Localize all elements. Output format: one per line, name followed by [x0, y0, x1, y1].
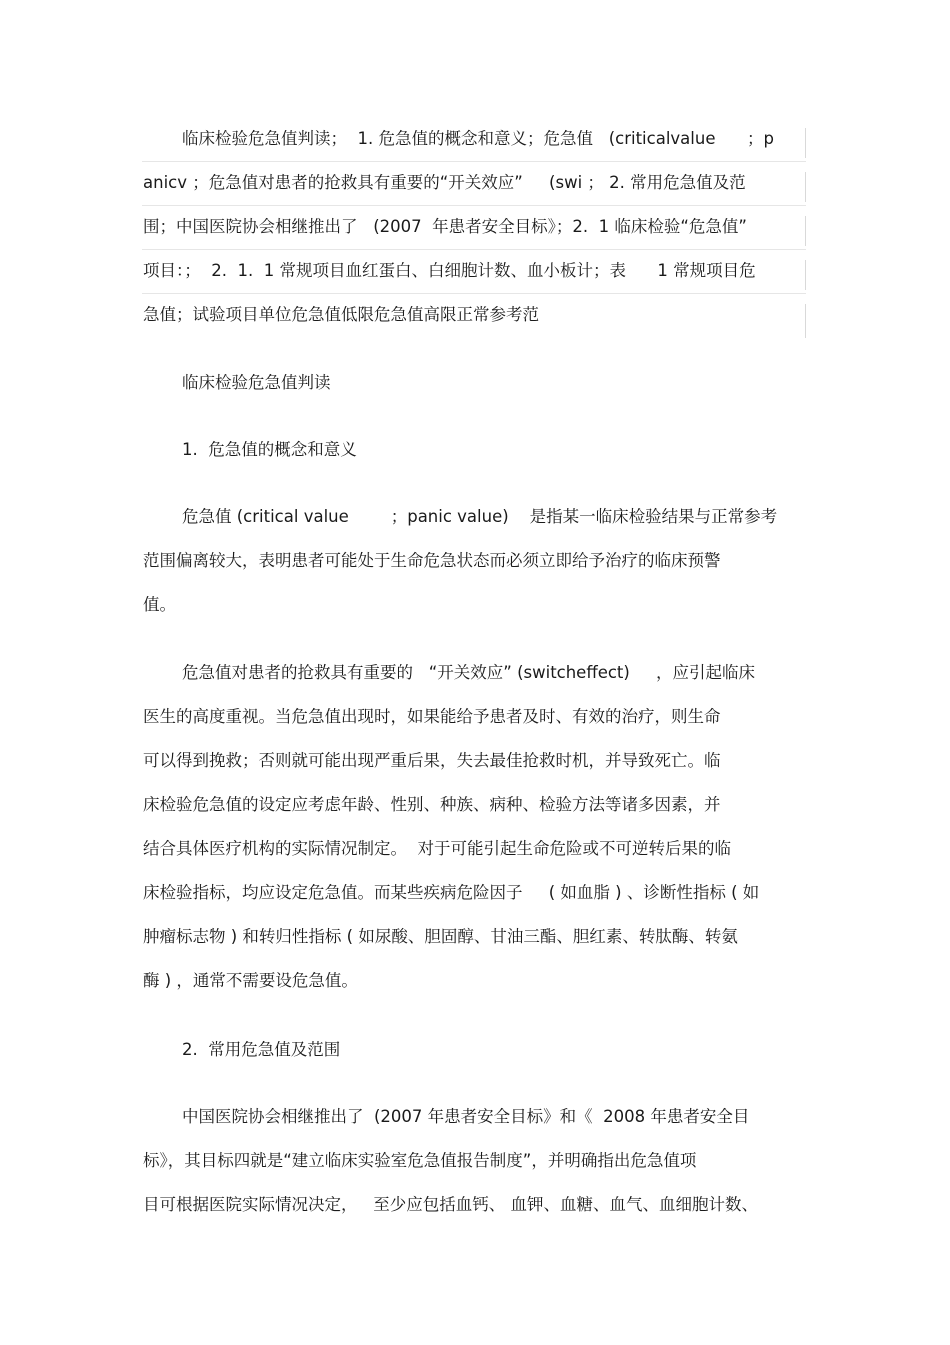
paragraph-line: 危急值对患者的抢救具有重要的 “开关效应” (switcheffect) ，应引起临床: [182, 663, 756, 682]
paragraph-line: 酶 ) ，通常不需要设危急值。: [143, 971, 358, 990]
summary-line: 围；中国医院协会相继推出了 (2007 年患者安全目标》；2. 1 临床检验“危急值”: [143, 217, 747, 236]
paragraph-line: 危急值 (critical value ；panic value) 是指某一临床检验结果与正常参考: [182, 507, 778, 526]
summary-rule: [805, 172, 806, 202]
section-heading: 2. 常用危急值及范围: [182, 1040, 341, 1059]
paragraph-line: 床检验危急值的设定应考虑年龄、性别、种族、病种、检验方法等诸多因素，并: [143, 795, 721, 814]
summary-line: 项目：； 2. 1. 1 常规项目血红蛋白、白细胞计数、血小板计；表 1 常规项目危: [143, 261, 756, 280]
paragraph-line: 结合具体医疗机构的实际情况制定。 对于可能引起生命危险或不可逆转后果的临: [143, 839, 731, 858]
summary-rule: [805, 260, 806, 290]
summary-rule: [805, 128, 806, 158]
paragraph-line: 肿瘤标志物 ) 和转归性指标 ( 如尿酸、胆固醇、甘油三酯、胆红素、转肽酶、转氨: [143, 927, 738, 946]
summary-line: anicv ；危急值对患者的抢救具有重要的“开关效应” (swi ； 2. 常用危急值及范: [143, 173, 746, 192]
summary-rule: [805, 216, 806, 246]
section-heading: 1. 危急值的概念和意义: [182, 440, 357, 459]
paragraph-line: 标》，其目标四就是“建立临床实验室危急值报告制度”，并明确指出危急值项: [143, 1151, 697, 1170]
paragraph-line: 目可根据医院实际情况决定， 至少应包括血钙、 血钾、血糖、血气、血细胞计数、: [143, 1195, 758, 1214]
document-title: 临床检验危急值判读: [182, 373, 331, 392]
paragraph-line: 床检验指标，均应设定危急值。而某些疾病危险因子 ( 如血脂 ) 、诊断性指标 ( 如: [143, 883, 760, 902]
paragraph-line: 范围偏离较大，表明患者可能处于生命危急状态而必须立即给予治疗的临床预警: [143, 551, 721, 570]
paragraph-line: 医生的高度重视。当危急值出现时，如果能给予患者及时、有效的治疗，则生命: [143, 707, 721, 726]
paragraph-line: 可以得到挽救；否则就可能出现严重后果，失去最佳抢救时机，并导致死亡。临: [143, 751, 721, 770]
summary-rule: [142, 249, 806, 250]
summary-rule: [142, 205, 806, 206]
summary-rule: [805, 304, 806, 338]
summary-rule: [142, 293, 806, 294]
paragraph-line: 中国医院协会相继推出了 (2007 年患者安全目标》和《 2008 年患者安全目: [182, 1107, 750, 1126]
summary-line: 急值；试验项目单位危急值低限危急值高限正常参考范: [143, 305, 539, 324]
summary-line: 临床检验危急值判读； 1. 危急值的概念和意义；危急值 (criticalvalue ；p: [182, 129, 774, 148]
paragraph-line: 值。: [143, 595, 176, 614]
summary-rule: [142, 161, 806, 162]
